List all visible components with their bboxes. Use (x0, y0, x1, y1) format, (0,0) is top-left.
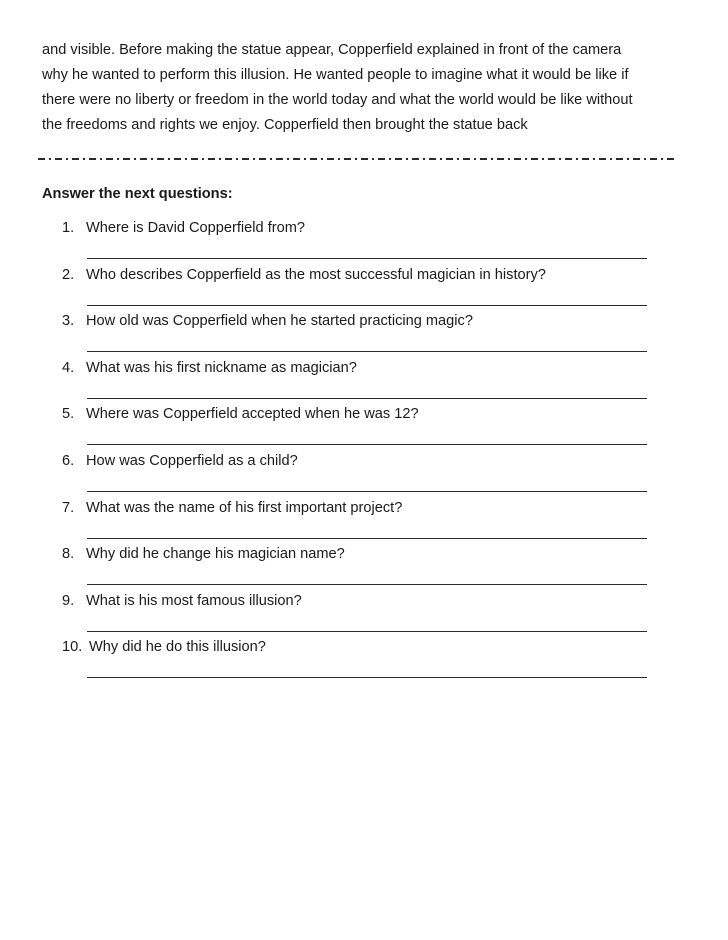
question-text: Where is David Copperfield from? (86, 220, 305, 236)
question-item (0, 265, 728, 312)
question-number: 4. (62, 359, 75, 376)
question-text: How was Copperfield as a child? (86, 452, 298, 469)
question-item (0, 498, 728, 545)
question-number: 10. (62, 639, 83, 656)
reading-passage (42, 38, 692, 138)
answer-line[interactable] (87, 584, 647, 585)
answer-line[interactable] (87, 538, 647, 539)
question-number: 7. (62, 499, 75, 516)
passage-line: the freedoms and rights we enjoy. Copperfield then brought the statue back (42, 117, 528, 133)
question-text: Why did he change his magician name? (86, 546, 345, 563)
answer-line[interactable] (87, 444, 647, 445)
question-text: What is his most famous illusion? (86, 592, 302, 609)
answer-line[interactable] (87, 631, 647, 632)
answer-line[interactable] (87, 677, 647, 678)
questions-heading: Answer the next questions: (42, 186, 233, 202)
passage-line: there were no liberty or freedom in the world today and what the world would be like without (42, 92, 633, 108)
question-text: Where was Copperfield accepted when he was 12? (86, 406, 419, 423)
question-text: How old was Copperfield when he started practicing magic? (86, 313, 473, 330)
question-text: Why did he do this illusion? (89, 639, 266, 656)
question-item (0, 451, 728, 498)
question-number: 1. (62, 220, 75, 236)
passage-line: and visible. Before making the statue appear, Copperfield explained in front of the camera (42, 42, 622, 58)
question-text: What was his first nickname as magician? (86, 359, 357, 376)
question-item (0, 404, 728, 451)
question-number: 9. (62, 592, 75, 609)
passage-line: why he wanted to perform this illusion. He wanted people to imagine what it would be like if (42, 67, 629, 83)
question-item (0, 544, 728, 591)
question-text: What was the name of his first important project? (86, 499, 403, 516)
question-number: 8. (62, 546, 75, 563)
question-number: 6. (62, 452, 75, 469)
answer-line[interactable] (87, 351, 647, 352)
answer-line[interactable] (87, 398, 647, 399)
answer-line[interactable] (87, 491, 647, 492)
answer-line[interactable] (87, 258, 647, 259)
question-item (0, 591, 728, 638)
question-list (0, 218, 728, 684)
question-number: 3. (62, 313, 75, 330)
answer-line[interactable] (87, 305, 647, 306)
question-item (0, 358, 728, 405)
question-number: 2. (62, 266, 75, 283)
dashed-divider (38, 158, 674, 160)
question-item (0, 218, 728, 265)
question-number: 5. (62, 406, 75, 423)
question-item (0, 637, 728, 684)
question-text: Who describes Copperfield as the most successful magician in history? (86, 266, 546, 283)
question-item (0, 311, 728, 358)
